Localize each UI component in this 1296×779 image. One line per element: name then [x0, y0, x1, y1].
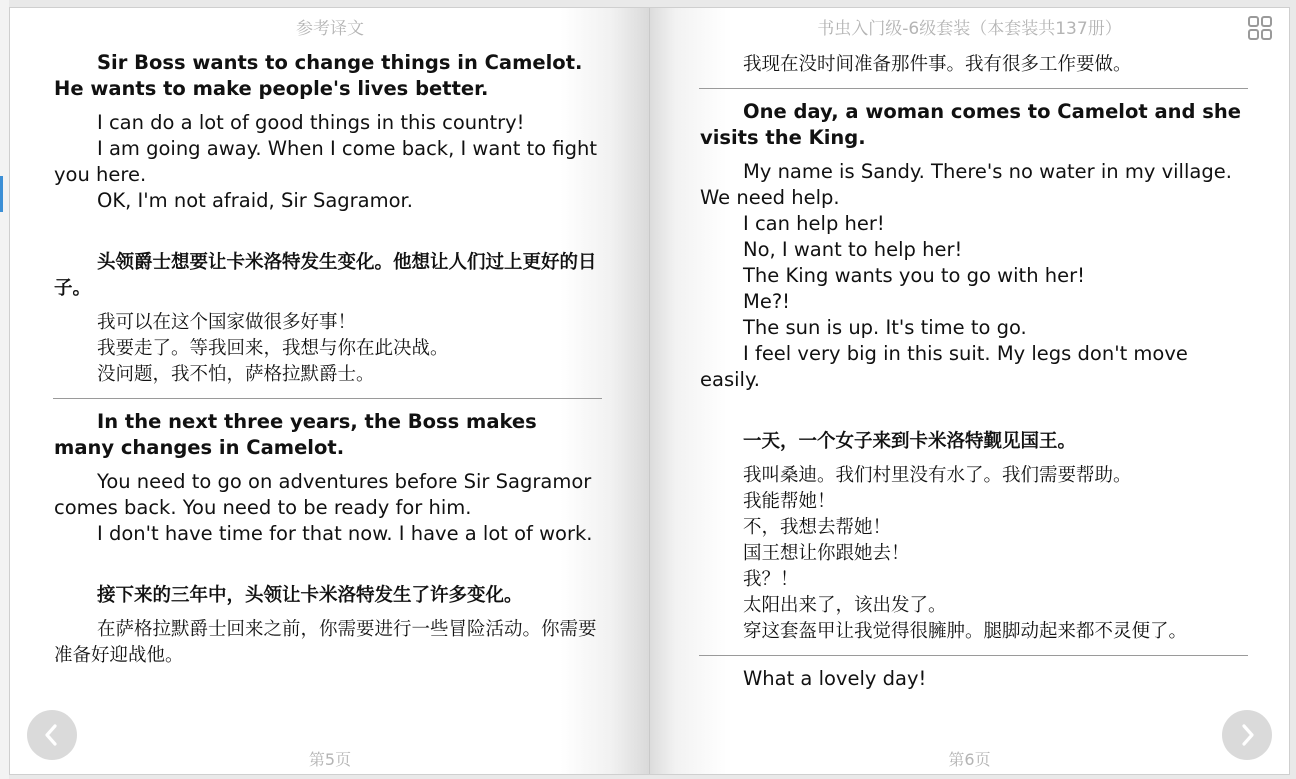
- section-divider: [53, 398, 602, 399]
- english-heading: One day, a woman comes to Camelot and she visits the King.: [700, 100, 1242, 149]
- english-text-line: I can do a lot of good things in this country!: [97, 111, 525, 134]
- chinese-text-line: 我要走了。等我回来，我想与你在此决战。: [97, 338, 449, 359]
- chinese-text-line: 在萨格拉默爵士回来之前，你需要进行一些冒险活动。你需要准备好迎战他。: [54, 619, 597, 666]
- english-text-line: Me?!: [743, 290, 790, 313]
- left-page-header: 参考译文: [296, 19, 364, 39]
- chinese-text-line: 我可以在这个国家做很多好事！: [97, 312, 357, 333]
- english-text-line: I can help her!: [743, 212, 885, 235]
- chinese-text-line: 我叫桑迪。我们村里没有水了。我们需要帮助。: [743, 465, 1132, 486]
- grid-view-button[interactable]: [1247, 15, 1273, 41]
- previous-page-button[interactable]: [27, 710, 77, 760]
- english-text-line: No, I want to help her!: [743, 238, 963, 261]
- section-divider: [699, 655, 1248, 656]
- english-text-line: OK, I'm not afraid, Sir Sagramor.: [97, 189, 413, 212]
- right-page-header: 书虫入门级-6级套装（本套装共137册）: [817, 19, 1122, 39]
- english-text-line: You need to go on adventures before Sir Sagramor comes back. You need to be ready for him.: [54, 470, 592, 519]
- english-text-line: What a lovely day!: [743, 667, 927, 690]
- chinese-text-line: 穿这套盔甲让我觉得很臃肿。腿脚动起来都不灵便了。: [743, 621, 1188, 642]
- chinese-text-line: 我能帮她！: [743, 491, 836, 512]
- right-page-number: 第6页: [948, 750, 991, 769]
- english-text-line: The King wants you to go with her!: [743, 264, 1085, 287]
- english-text-line: The sun is up. It's time to go.: [743, 316, 1027, 339]
- chevron-left-icon: [40, 723, 64, 747]
- chinese-text-line: 我现在没时间准备那件事。我有很多工作要做。: [743, 54, 1132, 75]
- english-text-line: I don't have time for that now. I have a lot of work.: [97, 522, 593, 545]
- english-text-line: I feel very big in this suit. My legs don't move easily.: [700, 342, 1188, 391]
- grid-view-icon: [1247, 15, 1273, 41]
- paragraph-gap: [54, 214, 602, 250]
- right-page: [650, 8, 1289, 774]
- chevron-right-icon: [1235, 723, 1259, 747]
- chinese-text-line: 太阳出来了，该出发了。: [743, 595, 947, 616]
- chinese-heading: 一天，一个女子来到卡米洛特觐见国王。: [743, 431, 1077, 452]
- chinese-text-line: 我？！: [743, 569, 799, 590]
- chinese-text-line: 没问题，我不怕，萨格拉默爵士。: [97, 364, 375, 385]
- chinese-text-line: 不，我想去帮她！: [743, 517, 892, 538]
- paragraph-gap: [700, 393, 1248, 429]
- section-divider: [699, 88, 1248, 89]
- english-text-line: My name is Sandy. There's no water in my village. We need help.: [700, 160, 1232, 209]
- paragraph-gap: [54, 547, 602, 583]
- chinese-heading: 接下来的三年中，头领让卡米洛特发生了许多变化。: [97, 585, 523, 606]
- right-page-content: [700, 52, 1248, 692]
- english-heading: Sir Boss wants to change things in Camelot. He wants to make people's lives better.: [54, 51, 583, 100]
- next-page-button[interactable]: [1222, 710, 1272, 760]
- left-page-number: 第5页: [308, 750, 352, 769]
- english-text-line: I am going away. When I come back, I want to fight you here.: [54, 137, 597, 186]
- chinese-text-line: 国王想让你跟她去！: [743, 543, 910, 564]
- window-edge: [0, 0, 9, 779]
- edge-accent: [0, 176, 3, 212]
- book-reader: [9, 7, 1290, 775]
- left-page: [10, 8, 650, 774]
- left-page-content: [54, 50, 602, 669]
- english-heading: In the next three years, the Boss makes many changes in Camelot.: [54, 410, 537, 459]
- chinese-heading: 头领爵士想要让卡米洛特发生变化。他想让人们过上更好的日子。: [54, 252, 597, 299]
